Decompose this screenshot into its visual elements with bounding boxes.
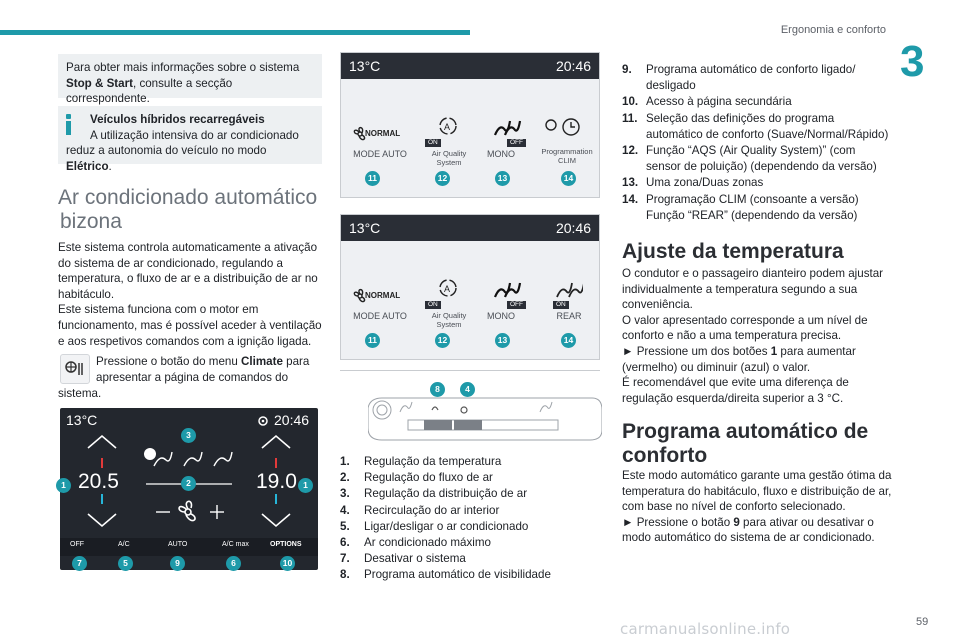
air-quality-icon: [437, 115, 459, 142]
screen2-mono[interactable]: MONO: [487, 311, 515, 321]
console-illustration: [368, 396, 602, 447]
screen2-mode-auto[interactable]: MODE AUTO: [353, 311, 407, 321]
item-text: Ar condicionado máximo: [364, 536, 491, 550]
right-temp-value: 19.0: [256, 470, 297, 493]
temp-line: O condutor e o passageiro dianteiro podem ajustar: [622, 267, 884, 280]
list-item: [340, 519, 610, 535]
screen2-temp: 13°C: [349, 220, 381, 236]
para2-line: e aos respetivos comandos com a ignição ligada.: [58, 334, 312, 348]
item-text: Programação CLIM (consoante a versão): [646, 192, 859, 206]
badge-7: 7: [72, 556, 87, 571]
info-hybrid-line2: reduz a autonomia do veículo no modo: [66, 144, 267, 158]
watermark: carmanualsonline.info: [620, 620, 791, 638]
press-line2: apresentar a página de comandos do: [96, 370, 289, 384]
temp-line: conveniência.: [622, 298, 693, 312]
screen2-on-rear: ON: [553, 301, 569, 309]
item-text: Regulação da temperatura: [364, 455, 502, 468]
info-box-stop-start: [58, 54, 322, 106]
badge-5: 5: [118, 556, 133, 571]
screen1-temp: 13°C: [349, 58, 381, 74]
temp-arrow-bold: 1: [770, 344, 778, 358]
screen1-aqs-label[interactable]: [421, 149, 477, 167]
list-item: [340, 454, 610, 470]
panel-outside-temp: 13°C: [66, 412, 98, 428]
badge-2: 2: [181, 476, 196, 491]
ac-max-button[interactable]: A/C max: [222, 541, 249, 548]
press-text-b: para: [282, 355, 310, 368]
info-hybrid-bold: Elétrico: [66, 159, 109, 173]
item-text: Seleção das definições do programa: [646, 111, 835, 125]
aqs2-label-line1: Air Quality: [431, 311, 467, 320]
auto-button[interactable]: AUTO: [168, 541, 188, 548]
temp-line: É recomendável que evite uma diferença de: [622, 376, 849, 390]
item-num: 2.: [340, 471, 350, 485]
badge-14: 14: [561, 171, 576, 186]
item-num: 11.: [622, 111, 638, 125]
list-item: [622, 94, 892, 110]
air-quality-icon-2: [437, 277, 459, 304]
fan-icon: [172, 496, 204, 533]
badge-12-b: 12: [435, 333, 450, 348]
badge-1-left: 1: [56, 478, 71, 493]
temp-line: individualmente a temperatura segundo a sua: [622, 282, 858, 296]
prog-arrow-text: ► Pressione o botão: [622, 515, 734, 529]
item-num: 5.: [340, 519, 350, 533]
list-item: [340, 486, 610, 502]
aqs2-label-line2: System: [436, 320, 462, 329]
badge-3: 3: [181, 428, 196, 443]
badge-13: 13: [495, 171, 510, 186]
heading-line1: Ar condicionado automático: [58, 186, 318, 209]
para1-line: temperatura, o fluxo de ar e a distribuição de ar no: [58, 272, 318, 286]
badge-11-b: 11: [365, 333, 380, 348]
aqs-label-line1: Air Quality: [431, 149, 467, 158]
screen2-on: ON: [425, 301, 441, 309]
screen1-normal: NORMAL: [365, 129, 401, 138]
list-item: [340, 470, 610, 486]
badge-9: 9: [170, 556, 185, 571]
item-text: Acesso à página secundária: [646, 95, 792, 109]
list-item: [340, 551, 610, 567]
temp-line: conforto e não a uma temperatura precisa.: [622, 329, 842, 343]
item-num: 14.: [622, 192, 639, 206]
prog-line: com base no nível de conforto selecionado.: [622, 500, 846, 514]
press-text-a: Pressione o botão do menu: [96, 355, 242, 368]
screen2-time: 20:46: [555, 220, 591, 236]
press-climate-bold: Climate: [241, 355, 283, 368]
badge-14-b: 14: [561, 333, 576, 348]
header-accent-bar: [0, 30, 470, 35]
para2-line: Este sistema funciona com o motor em: [58, 303, 259, 317]
prog-arrow-text-b: para ativar ou desativar o: [739, 515, 874, 529]
divider: [340, 370, 600, 371]
item-num: 7.: [340, 552, 350, 566]
heading-line2: bizona: [60, 210, 122, 233]
programming-icon: [541, 115, 581, 144]
item-num: 10.: [622, 95, 639, 109]
airflow-icons: [146, 448, 236, 475]
list-item: [622, 143, 892, 159]
prog-line: temperatura do habitáculo, fluxo e distribuição de ar,: [622, 484, 892, 498]
item-text: Função “AQS (Air Quality System)” (com: [646, 144, 856, 158]
para2-line: funcionamento, mas é possível aceder à ventilação: [58, 318, 322, 332]
panel-footer-bar: [60, 538, 318, 556]
screen1-mode-auto[interactable]: MODE AUTO: [353, 149, 407, 159]
screen1-prog-label[interactable]: [535, 147, 599, 165]
list-item: [622, 192, 892, 208]
badge-10: 10: [280, 556, 295, 571]
intro-paragraphs: [58, 240, 328, 349]
mono-icon-2: [491, 277, 525, 306]
left-temp-value: 20.5: [78, 470, 119, 493]
badge-6: 6: [226, 556, 241, 571]
off-button[interactable]: OFF: [70, 541, 84, 548]
prog-line: Este modo automático garante uma gestão ótima da: [622, 469, 892, 482]
screen2-normal: NORMAL: [365, 291, 401, 300]
list-item-cont: automático de conforto (Suave/Normal/Rápido): [646, 127, 889, 141]
list-item-cont: desligado: [646, 79, 696, 93]
legend-list-mid: [340, 454, 610, 584]
temp-arrow-text: ► Pressione um dos botões: [622, 344, 771, 358]
info-bold-stop-start: Stop & Start: [66, 76, 133, 90]
badge-1-right: 1: [298, 478, 313, 493]
badge-13-b: 13: [495, 333, 510, 348]
screen2-rear[interactable]: REAR: [556, 311, 582, 321]
item-num: 4.: [340, 503, 350, 517]
badge-11: 11: [365, 171, 380, 186]
panel-time: 20:46: [274, 412, 310, 428]
heading-prog-line2: conforto: [622, 444, 708, 467]
info-icon: [66, 114, 71, 136]
para1-line: habitáculo.: [58, 287, 115, 301]
item-text: Ligar/desligar o ar condicionado: [364, 519, 529, 533]
rear-icon: [553, 277, 583, 306]
ac-button[interactable]: A/C: [118, 541, 130, 548]
item-text: Desativar o sistema: [364, 552, 466, 566]
item-num: 1.: [340, 455, 350, 468]
list-item-cont: sensor de poluição) (dependendo da versão): [646, 160, 877, 174]
svg-text:A: A: [444, 284, 451, 294]
badge-8: 8: [430, 382, 445, 397]
list-item: [622, 62, 892, 78]
item-text: Programa automático de visibilidade: [364, 568, 551, 582]
screen1-mono[interactable]: MONO: [487, 149, 515, 159]
auto-program-section: [622, 468, 912, 546]
list-item-cont: Função “REAR” (dependendo da versão): [646, 208, 858, 222]
item-num: 12.: [622, 144, 639, 158]
temp-line: O valor apresentado corresponde a um nível de: [622, 313, 868, 327]
item-num: 13.: [622, 176, 639, 190]
screen1-header: [341, 53, 599, 79]
prog-arrow-bold: 9: [733, 515, 740, 529]
item-num: 3.: [340, 487, 350, 501]
heading-ac-bizona: [58, 186, 328, 234]
item-text: Recirculação do ar interior: [364, 503, 500, 517]
legend-list-right: [622, 62, 892, 224]
badge-4: 4: [460, 382, 475, 397]
item-text: Regulação do fluxo de ar: [364, 471, 493, 485]
climate-button-icon: [60, 354, 90, 384]
list-item: [340, 503, 610, 519]
page-number: 59: [916, 616, 929, 628]
screen1-on: ON: [425, 139, 441, 147]
prog-label-line2: CLIM: [558, 156, 576, 165]
heading-auto-program: [622, 420, 868, 468]
temp-arrow-line2: (vermelho) ou diminuir (azul) o valor.: [622, 360, 811, 374]
heading-temperature: Ajuste da temperatura: [622, 240, 844, 263]
prog-label-line1: Programmation: [541, 147, 593, 156]
info-hybrid-end: .: [108, 159, 112, 173]
item-text: Regulação da distribuição de ar: [364, 487, 528, 501]
svg-text:A: A: [444, 122, 451, 132]
para1-line: do sistema de ar condicionado, regulando a: [58, 256, 283, 270]
aqs-label-line2: System: [436, 158, 462, 167]
item-num: 8.: [340, 568, 350, 582]
info-hybrid-title: Veículos híbridos recarregáveis: [90, 113, 265, 126]
options-screen-2: [340, 214, 600, 360]
list-item: [340, 535, 610, 551]
list-item: [340, 567, 610, 583]
item-num: 6.: [340, 536, 350, 550]
press-climate-text: [96, 354, 326, 385]
item-text: Uma zona/Duas zonas: [646, 176, 764, 190]
info-text-line1: Para obter mais informações sobre o sistema: [66, 61, 300, 74]
screen1-time: 20:46: [555, 58, 591, 74]
screen2-off: OFF: [507, 301, 526, 309]
item-text: Programa automático de conforto ligado/: [646, 63, 856, 76]
info-text-line2: , consulte a secção correspondente.: [66, 76, 233, 106]
badge-12: 12: [435, 171, 450, 186]
temperature-section: [622, 266, 902, 406]
mono-icon: [491, 115, 525, 144]
prog-arrow-line2: modo automático do sistema de ar condicionado.: [622, 531, 875, 545]
list-item: [622, 111, 892, 127]
list-item: [622, 175, 892, 191]
screen2-header: [341, 215, 599, 241]
options-screen-1: [340, 52, 600, 198]
screen2-aqs-label[interactable]: [421, 311, 477, 329]
screen1-off: OFF: [507, 139, 526, 147]
info-box-hybrid: [58, 106, 322, 173]
info-hybrid-line1: A utilização intensiva do ar condicionado: [90, 128, 299, 142]
section-title: Ergonomia e conforto: [780, 24, 886, 36]
temp-arrow-text-b: para aumentar: [777, 344, 856, 358]
temp-line: regulação esquerda/direita superior a 3 °C.: [622, 391, 844, 405]
item-num: 9.: [622, 63, 632, 76]
para1-line: Este sistema controla automaticamente a ativação: [58, 241, 318, 254]
chapter-number: 3: [900, 37, 925, 86]
options-button[interactable]: OPTIONS: [270, 541, 302, 548]
heading-prog-line1: Programa automático de: [622, 420, 869, 443]
press-line3: sistema.: [58, 387, 102, 400]
